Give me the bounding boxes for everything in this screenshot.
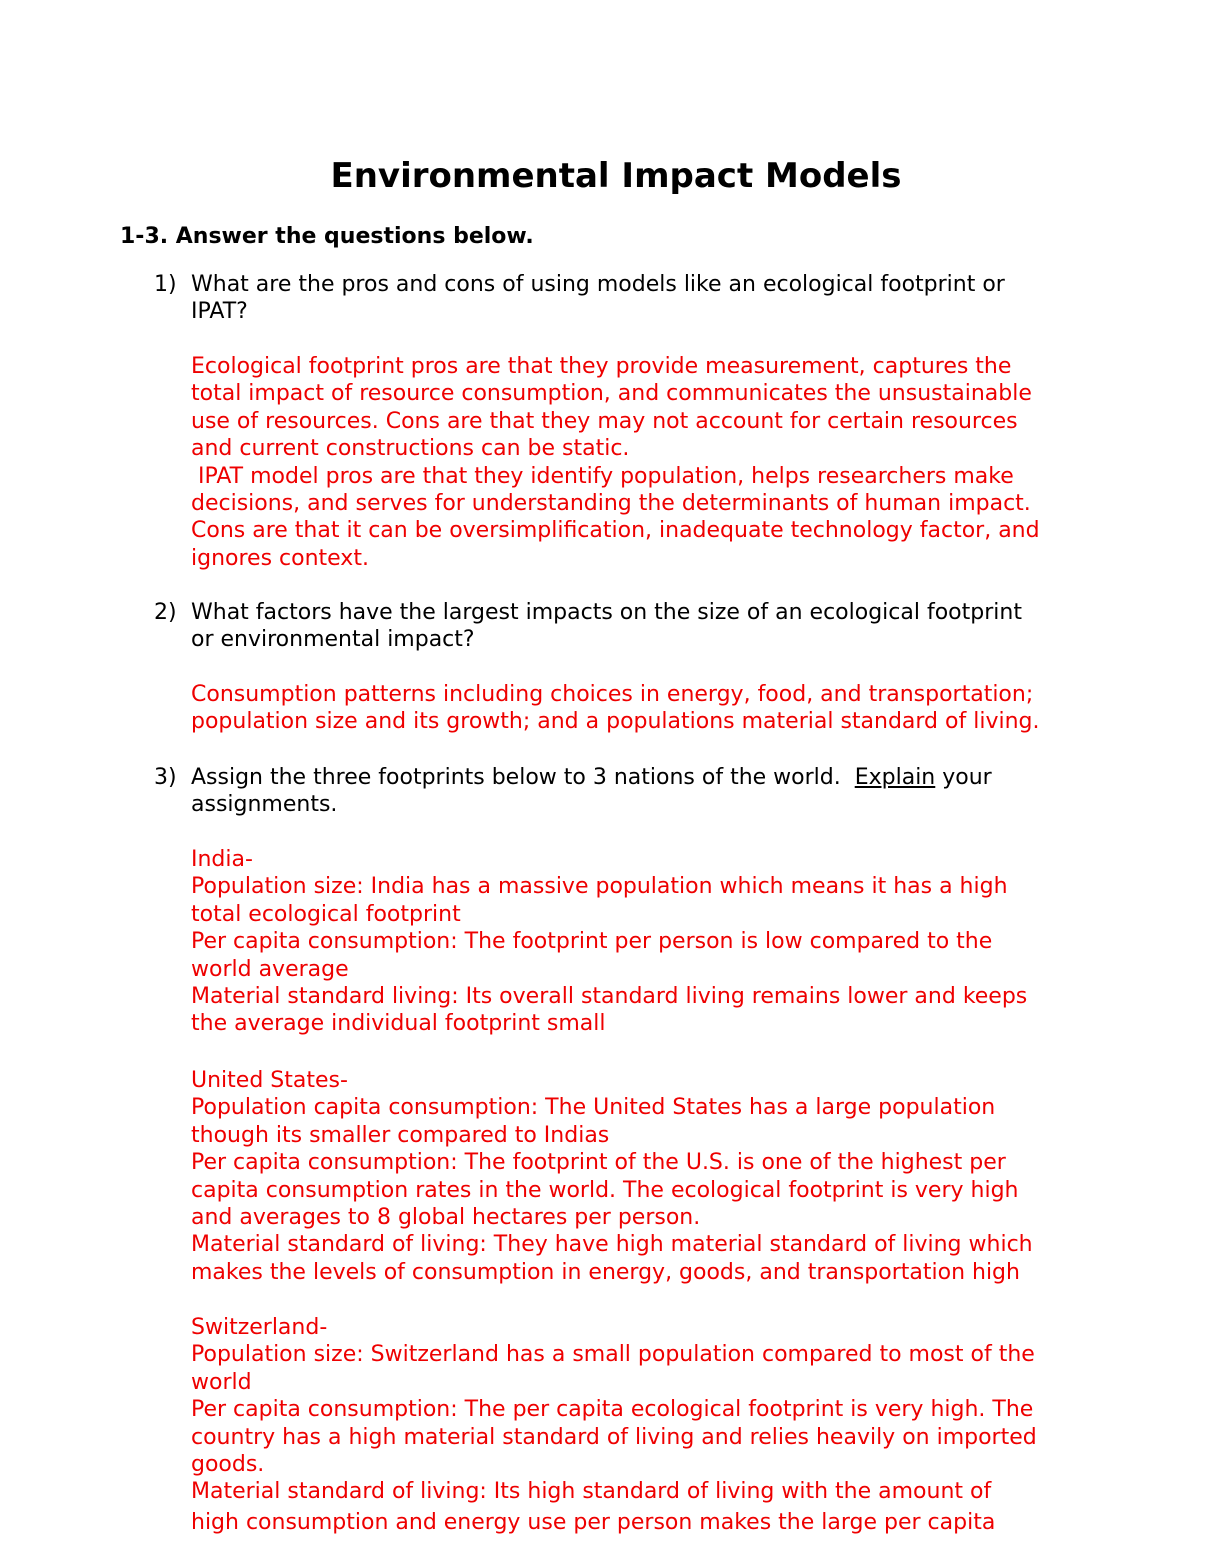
answer-line: total ecological footprint xyxy=(191,901,461,927)
answer-line: the average individual footprint small xyxy=(191,1011,606,1037)
answer-line: ignores context. xyxy=(191,545,369,571)
answer-line: India- xyxy=(191,847,253,872)
answer-line: decisions, and serves for understanding the determinants of human impact. xyxy=(191,491,1031,517)
explain-emphasis: Explain xyxy=(854,765,936,790)
answer-line: Ecological footprint pros are that they provide measurement, captures the xyxy=(191,354,1012,379)
answer-line: Per capita consumption: The footprint per person is low compared to the xyxy=(191,929,993,955)
answer-line: Switzerland- xyxy=(191,1315,328,1340)
answer-line: use of resources. Cons are that they may not account for certain resources xyxy=(191,408,1018,434)
answer-line: Cons are that it can be oversimplification, inadequate technology factor, and xyxy=(191,518,1040,544)
answer-line: population size and its growth; and a populations material standard of living. xyxy=(191,709,1040,735)
answer-india xyxy=(191,846,1151,1038)
cutoff-answer-line: high consumption and energy use per person makes the large per capita xyxy=(191,1510,996,1535)
answer-line: total impact of resource consumption, and communicates the unsustainable xyxy=(191,381,1032,407)
cutoff-line-wrapper xyxy=(191,1509,1151,1535)
section-heading: 1-3. Answer the questions below. xyxy=(120,224,534,249)
answer-line: goods. xyxy=(191,1452,265,1478)
prompt-line: What are the pros and cons of using models like an ecological footprint or xyxy=(191,272,1005,297)
answer-line: world xyxy=(191,1369,252,1395)
question-number: 3) xyxy=(154,765,177,790)
answer-line: IPAT model pros are that they identify population, helps researchers make xyxy=(191,463,1014,489)
prompt-line: What factors have the largest impacts on the size of an ecological footprint xyxy=(191,600,1022,625)
prompt-line: or environmental impact? xyxy=(191,627,475,653)
page-title: Environmental Impact Models xyxy=(330,156,902,196)
answer-line: though its smaller compared to Indias xyxy=(191,1122,610,1148)
answer-line: world average xyxy=(191,956,349,982)
question-3-prompt xyxy=(191,764,1151,819)
question-1-prompt xyxy=(191,271,1151,326)
prompt-text: Assign the three footprints below to 3 nations of the world. xyxy=(191,765,855,790)
answer-line: Population size: India has a massive population which means it has a high xyxy=(191,874,1008,900)
answer-line: Per capita consumption: The per capita ecological footprint is very high. The xyxy=(191,1397,1034,1423)
answer-line: Population size: Switzerland has a small population compared to most of the xyxy=(191,1342,1035,1368)
question-2-prompt xyxy=(191,599,1151,654)
answer-line: Population capita consumption: The United States has a large population xyxy=(191,1095,996,1121)
prompt-text: your xyxy=(935,765,992,790)
answer-line: Material standard living: Its overall standard living remains lower and keeps xyxy=(191,984,1028,1010)
question-number: 1) xyxy=(154,272,177,297)
answer-line: Material standard of living: They have high material standard of living which xyxy=(191,1232,1033,1258)
answer-switzerland xyxy=(191,1314,1151,1506)
answer-line: and averages to 8 global hectares per person. xyxy=(191,1205,701,1231)
answer-line: and current constructions can be static. xyxy=(191,436,630,462)
answer-line: Per capita consumption: The footprint of the U.S. is one of the highest per xyxy=(191,1150,1006,1176)
question-1-answer xyxy=(191,353,1151,572)
question-2-answer xyxy=(191,681,1151,736)
answer-line: country has a high material standard of living and relies heavily on imported xyxy=(191,1424,1037,1450)
question-number: 2) xyxy=(154,600,177,625)
answer-line: capita consumption rates in the world. The ecological footprint is very high xyxy=(191,1177,1019,1203)
answer-line: United States- xyxy=(191,1068,348,1093)
answer-line: Consumption patterns including choices in energy, food, and transportation; xyxy=(191,682,1034,707)
prompt-line: IPAT? xyxy=(191,299,248,325)
answer-united-states xyxy=(191,1067,1151,1286)
prompt-line: assignments. xyxy=(191,792,338,818)
answer-line: makes the levels of consumption in energy, goods, and transportation high xyxy=(191,1259,1020,1285)
prompt-line xyxy=(191,764,1151,791)
answer-line: Material standard of living: Its high standard of living with the amount of xyxy=(191,1479,992,1505)
